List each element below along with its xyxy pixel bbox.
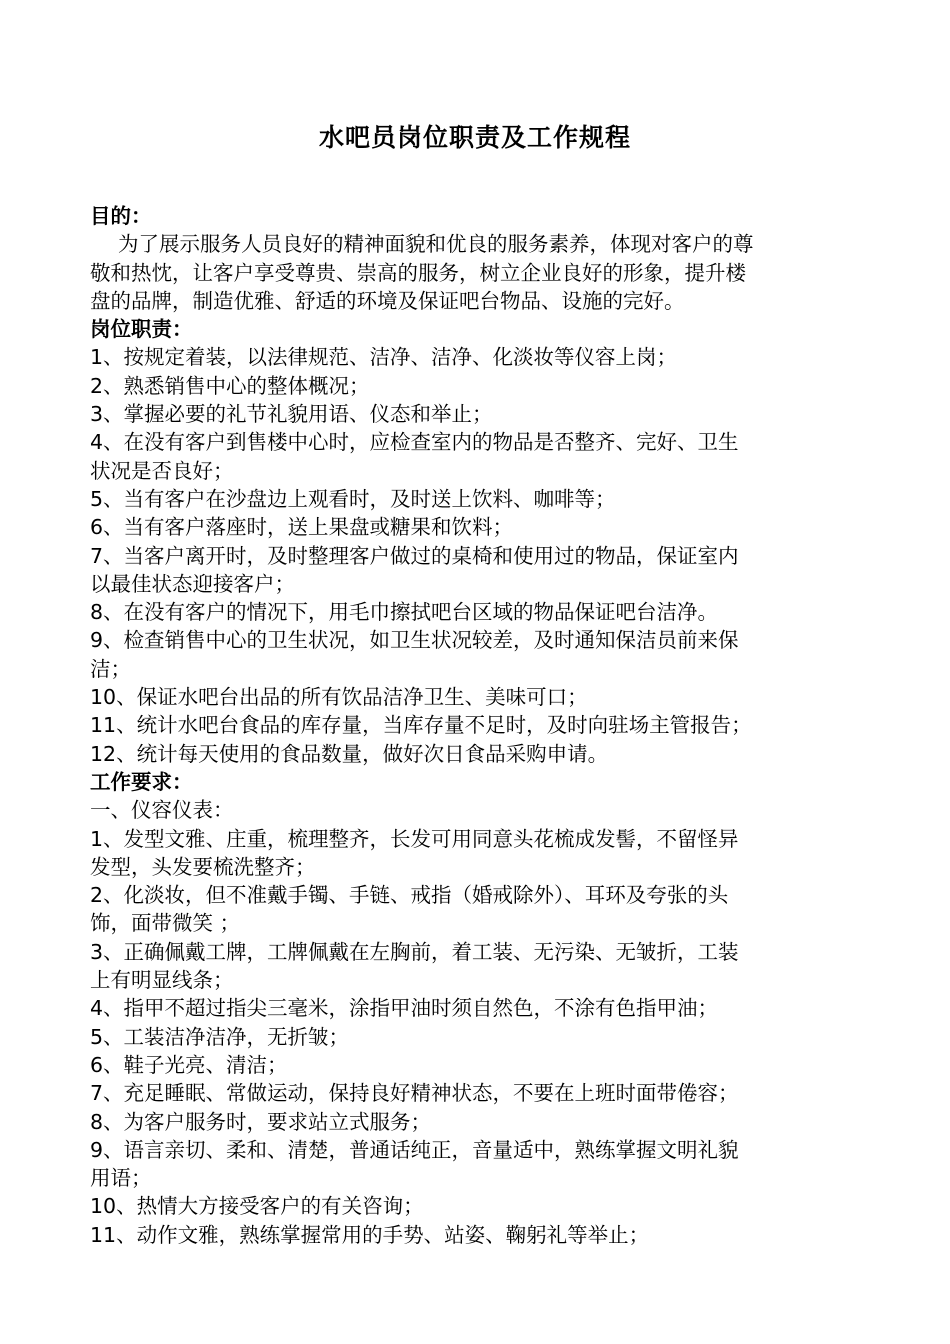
text-line: 5、当有客户在沙盘边上观看时，及时送上饮料、咖啡等； [90,486,616,511]
text-line: 12、统计每天使用的食品数量，做好次日食品采购申请。 [90,741,609,766]
text-line: 3、掌握必要的礼节礼貌用语、仪态和举止； [90,402,493,427]
text-line: 2、化淡妆，但不准戴手镯、手链、戒指（婚戒除外）、耳环及夸张的头 [90,883,729,908]
text-line: 敬和热忱，让客户享受尊贵、崇高的服务，树立企业良好的形象，提升楼 [90,260,746,285]
text-line: 6、鞋子光亮、清洁； [90,1052,288,1077]
text-line: 8、为客户服务时，要求站立式服务； [90,1109,432,1134]
text-line: 1、发型文雅、庄重，梳理整齐，长发可用同意头花梳成发髻，不留怪异 [90,826,739,851]
section-heading: 工作要求： [90,769,193,794]
text-line: 10、热情大方接受客户的有关咨询； [90,1194,424,1219]
text-line: 9、语言亲切、柔和、清楚，普通话纯正，音量适中，熟练掌握文明礼貌 [90,1137,739,1162]
text-line: 4、在没有客户到售楼中心时，应检查室内的物品是否整齐、完好、卫生 [90,430,739,455]
text-line: 状况是否良好； [90,458,234,483]
text-line: 1、按规定着装，以法律规范、洁净、洁净、化淡妆等仪容上岗； [90,345,678,370]
text-line: 10、保证水吧台出品的所有饮品洁净卫生、美味可口； [90,685,588,710]
section-heading: 岗位职责： [90,317,193,342]
text-line: 9、检查销售中心的卫生状况，如卫生状况较差，及时通知保洁员前来保 [90,628,739,653]
text-line: 3、正确佩戴工牌，工牌佩戴在左胸前，着工装、无污染、无皱折，工装 [90,939,739,964]
text-line: 发型，头发要梳洗整齐； [90,854,316,879]
text-line: 盘的品牌，制造优雅、舒适的环境及保证吧台物品、设施的完好。 [90,288,685,313]
text-line: 用语； [90,1166,152,1191]
text-line: 4、指甲不超过指尖三毫米，涂指甲油时须自然色，不涂有色指甲油； [90,996,719,1021]
text-line: 11、动作文雅，熟练掌握常用的手势、站姿、鞠躬礼等举止； [90,1222,650,1247]
section-heading: 目的： [90,204,152,228]
text-line: 以最佳状态迎接客户； [90,571,295,596]
document-body [90,202,860,1249]
text-line: 一、仪容仪表： [90,798,234,823]
text-line: 洁； [90,656,131,681]
text-line: 为了展示服务人员良好的精神面貌和优良的服务素养，体现对客户的尊 [118,232,754,257]
text-line: 5、工装洁净洁净，无折皱； [90,1024,350,1049]
text-line: 2、熟悉销售中心的整体概况； [90,373,370,398]
text-line: 6、当有客户落座时，送上果盘或糖果和饮料； [90,515,514,540]
text-line: 饰，面带微笑 ； [90,911,241,936]
document-title: 水吧员岗位职责及工作规程 [318,123,631,152]
text-line: 7、当客户离开时，及时整理客户做过的桌椅和使用过的物品，保证室内 [90,543,739,568]
text-line: 7、充足睡眠、常做运动，保持良好精神状态，不要在上班时面带倦容； [90,1081,739,1106]
text-line: 8、在没有客户的情况下，用毛巾擦拭吧台区域的物品保证吧台洁净。 [90,600,719,625]
text-line: 上有明显线条； [90,968,234,993]
text-line: 11、统计水吧台食品的库存量，当库存量不足时，及时向驻场主管报告； [90,713,752,738]
